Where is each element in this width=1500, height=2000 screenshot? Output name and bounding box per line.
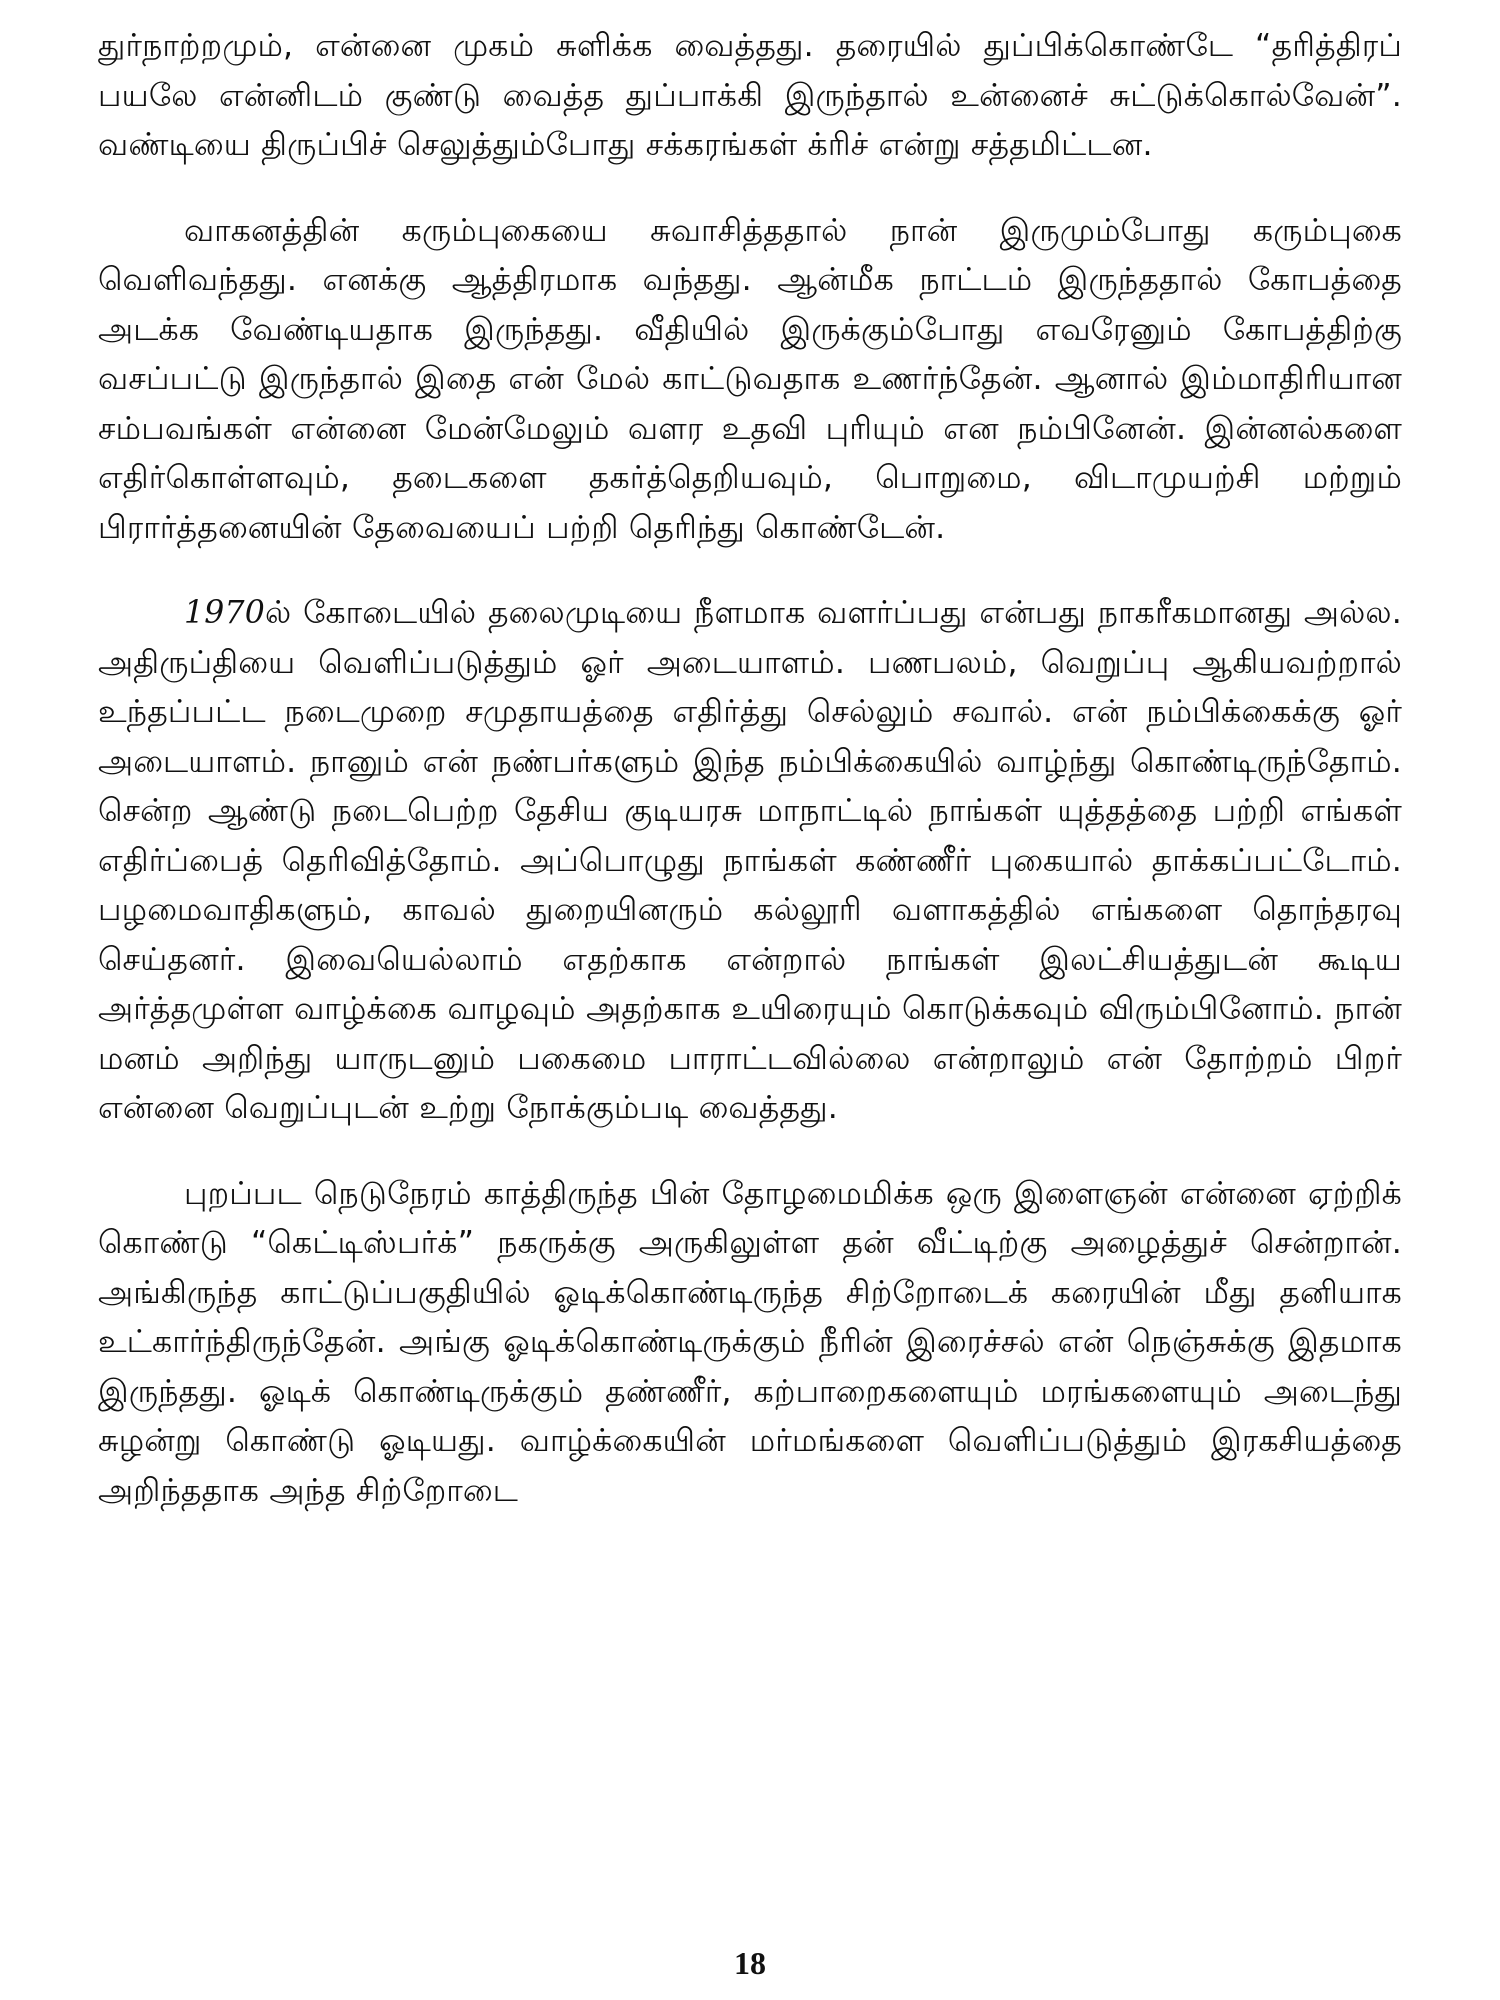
paragraph-3-year: 1970 xyxy=(184,595,265,631)
paragraph-3-text: ல் கோடையில் தலைமுடியை நீளமாக வளர்ப்பது என்பது நாகரீகமானது அல்ல. அதிருப்தியை வெளிப்படுத்தும் ஓர் அடையாளம். பணபலம், வெறுப்பு ஆகியவற்றால் உந்தப்பட்ட நடைமுறை சமுதாயத்தை எதிர்த்து செல்லும் சவால். என் நம்பிக்கைக்கு ஓர் அடையாளம். நானும் என் நண்பர்களும் இந்த நம்பிக்கையில் வாழ்ந்து கொண்டிருந்தோம். சென்ற ஆண்டு நடைபெற்ற தேசிய குடியரசு மாநாட்டில் நாங்கள் யுத்தத்தை பற்றி எங்கள் எதிர்ப்பைத் தெரிவித்தோம். அப்பொழுது நாங்கள் கண்ணீர் புகையால் தாக்கப்பட்டோம். பழமைவாதிகளும், காவல் துறையினரும் கல்லூரி வளாகத்தில் எங்களை தொந்தரவு செய்தனர். இவையெல்லாம் எதற்காக என்றால் நாங்கள் இலட்சியத்துடன் கூடிய அர்த்தமுள்ள வாழ்க்கை வாழவும் அதற்காக உயிரையும் கொடுக்கவும் விரும்பினோம். நான் மனம் அறிந்து யாருடனும் பகைமை பாராட்டவில்லை என்றாலும் என் தோற்றம் பிறர் என்னை வெறுப்புடன் உற்று நோக்கும்படி வைத்தது. xyxy=(98,595,1402,1126)
book-page xyxy=(98,22,1402,1962)
paragraph-2: வாகனத்தின் கரும்புகையை சுவாசித்ததால் நான் இருமும்போது கரும்புகை வெளிவந்தது. எனக்கு ஆத்திரமாக வந்தது. ஆன்மீக நாட்டம் இருந்ததால் கோபத்தை அடக்க வேண்டியதாக இருந்தது. வீதியில் இருக்கும்போது எவரேனும் கோபத்திற்கு வசப்பட்டு இருந்தால் இதை என் மேல் காட்டுவதாக உணர்ந்தேன். ஆனால் இம்மாதிரியான சம்பவங்கள் என்னை மேன்மேலும் வளர உதவி புரியும் என நம்பினேன். இன்னல்களை எதிர்கொள்ளவும், தடைகளை தகர்த்தெறியவும், பொறுமை, விடாமுயற்சி மற்றும் பிரார்த்தனையின் தேவையைப் பற்றி தெரிந்து கொண்டேன். xyxy=(98,212,1402,546)
paragraph-3 xyxy=(98,589,1402,1134)
paragraph-1: துர்நாற்றமும், என்னை முகம் சுளிக்க வைத்தது. தரையில் துப்பிக்கொண்டே “தரித்திரப் பயலே என்னிடம் குண்டு வைத்த துப்பாக்கி இருந்தால் உன்னைச் சுட்டுக்கொல்வேன்”. வண்டியை திருப்பிச் செலுத்தும்போது சக்கரங்கள் க்ரிச் என்று சத்தமிட்டன. xyxy=(98,28,1402,163)
paragraph-4: புறப்பட நெடுநேரம் காத்திருந்த பின் தோழமைமிக்க ஒரு இளைஞன் என்னை ஏற்றிக் கொண்டு “கெட்டிஸ்பர்க்” நகருக்கு அருகிலுள்ள தன் வீட்டிற்கு அழைத்துச் சென்றான். அங்கிருந்த காட்டுப்பகுதியில் ஓடிக்கொண்டிருந்த சிற்றோடைக் கரையின் மீது தனியாக உட்கார்ந்திருந்தேன். அங்கு ஓடிக்கொண்டிருக்கும் நீரின் இரைச்சல் என் நெஞ்சுக்கு இதமாக இருந்தது. ஓடிக் கொண்டிருக்கும் தண்ணீர், கற்பாறைகளையும் மரங்களையும் அடைந்து சுழன்று கொண்டு ஓடியது. வாழ்க்கையின் மர்மங்களை வெளிப்படுத்தும் இரகசியத்தை அறிந்ததாக அந்த சிற்றோடை xyxy=(98,1175,1402,1509)
page-number: 18 xyxy=(734,1945,766,1981)
